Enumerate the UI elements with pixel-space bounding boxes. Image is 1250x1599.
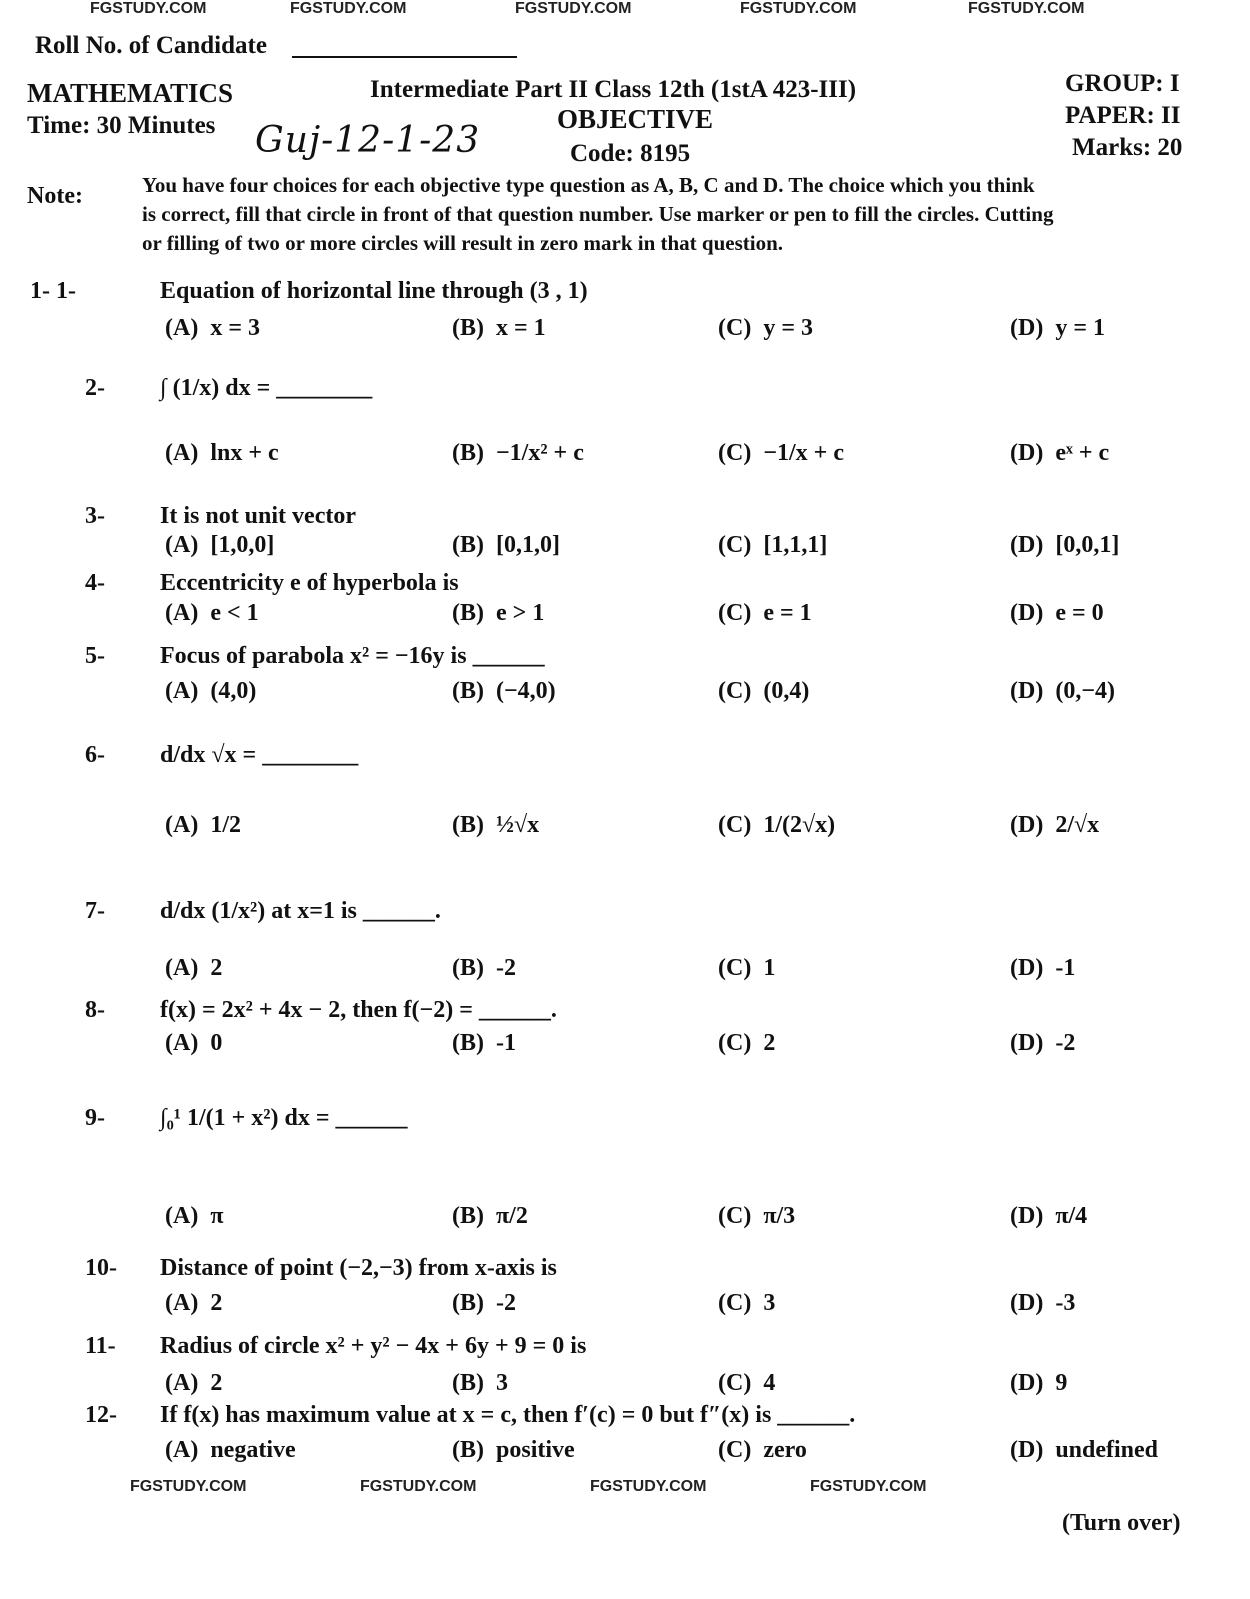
answer-option[interactable] — [452, 315, 546, 343]
option-value: 4 — [763, 1370, 776, 1396]
option-value: 2 — [210, 1290, 223, 1316]
answer-option[interactable] — [1010, 440, 1109, 468]
answer-option[interactable] — [718, 1290, 775, 1318]
question-text: ∫₀¹ 1/(1 + x²) dx = ______ — [160, 1105, 408, 1131]
watermark-text: FGSTUDY.COM — [740, 0, 857, 17]
answer-option[interactable] — [452, 1030, 516, 1058]
answer-option[interactable] — [1010, 600, 1104, 628]
option-value: x = 1 — [496, 315, 546, 341]
paper-label: PAPER: II — [1065, 102, 1181, 129]
subject-title: MATHEMATICS — [27, 78, 234, 108]
question-text: Equation of horizontal line through (3 , 1) — [160, 278, 588, 304]
watermark-text: FGSTUDY.COM — [130, 1478, 247, 1495]
option-value: π/4 — [1055, 1203, 1088, 1229]
watermark-text: FGSTUDY.COM — [515, 0, 632, 17]
option-value: 9 — [1055, 1370, 1068, 1396]
option-value: 1/(2√x) — [763, 812, 836, 838]
option-letter: (C) — [718, 600, 752, 626]
option-letter: (A) — [165, 1030, 199, 1056]
option-value: -2 — [1055, 1030, 1076, 1056]
question-text: If f(x) has maximum value at x = c, then f′(c) = 0 but f″(x) is ______. — [160, 1402, 856, 1428]
option-letter: (C) — [718, 812, 752, 838]
option-value: eˣ + c — [1055, 440, 1110, 466]
option-value: undefined — [1055, 1437, 1159, 1463]
question-number: 9- — [85, 1105, 105, 1131]
note-line-1: You have four choices for each objective type question as A, B, C and D. The choice which you think — [142, 173, 1035, 197]
answer-option[interactable] — [165, 1437, 296, 1465]
option-value: -2 — [496, 955, 516, 981]
answer-option[interactable] — [452, 1437, 575, 1465]
time-label: Time: 30 Minutes — [27, 112, 216, 139]
group-label: GROUP: I — [1065, 70, 1180, 97]
answer-option[interactable] — [165, 955, 222, 983]
option-letter: (C) — [718, 1437, 752, 1463]
answer-option[interactable] — [165, 532, 274, 560]
question-text: Eccentricity e of hyperbola is — [160, 570, 459, 596]
option-letter: (A) — [165, 955, 199, 981]
answer-option[interactable] — [452, 955, 516, 983]
option-letter: (C) — [718, 955, 752, 981]
option-value: 2/√x — [1055, 812, 1100, 838]
option-value: y = 1 — [1055, 315, 1106, 341]
option-letter: (C) — [718, 532, 752, 558]
option-letter: (A) — [165, 678, 199, 704]
option-value: y = 3 — [763, 315, 814, 341]
option-letter: (B) — [452, 440, 484, 466]
question-number: 11- — [85, 1333, 116, 1359]
answer-option[interactable] — [165, 812, 241, 840]
option-value: 3 — [763, 1290, 776, 1316]
option-letter: (A) — [165, 315, 199, 341]
option-letter: (B) — [452, 315, 484, 341]
watermark-text: FGSTUDY.COM — [90, 0, 207, 17]
answer-option[interactable] — [718, 315, 813, 343]
option-letter: (C) — [718, 315, 752, 341]
answer-option[interactable] — [1010, 955, 1075, 983]
option-value: positive — [496, 1437, 575, 1463]
answer-option[interactable] — [452, 1370, 508, 1398]
question-number: 10- — [85, 1255, 117, 1281]
question-number: 2- — [85, 375, 105, 401]
watermark-text: FGSTUDY.COM — [968, 0, 1085, 17]
option-letter: (B) — [452, 1030, 484, 1056]
answer-option[interactable] — [718, 1370, 775, 1398]
answer-option[interactable] — [718, 600, 812, 628]
option-letter: (D) — [1010, 600, 1044, 626]
option-value: zero — [763, 1437, 807, 1463]
answer-option[interactable] — [718, 1203, 795, 1231]
question-number: 8- — [85, 997, 105, 1023]
option-letter: (D) — [1010, 1030, 1044, 1056]
answer-option[interactable] — [1010, 678, 1115, 706]
option-letter: (B) — [452, 955, 484, 981]
option-letter: (D) — [1010, 1203, 1044, 1229]
answer-option[interactable] — [718, 1437, 807, 1465]
watermark-text: FGSTUDY.COM — [360, 1478, 477, 1495]
option-value: -2 — [496, 1290, 516, 1316]
option-value: 2 — [210, 1370, 223, 1396]
question-text: ∫ (1/x) dx = ________ — [160, 375, 373, 401]
option-letter: (D) — [1010, 315, 1044, 341]
option-letter: (C) — [718, 1203, 752, 1229]
answer-option[interactable] — [452, 440, 584, 468]
answer-option[interactable] — [452, 532, 560, 560]
question-number: 3- — [85, 503, 105, 529]
class-info: Intermediate Part II Class 12th (1stA 423-III) — [370, 76, 857, 103]
option-value: 1 — [763, 955, 776, 981]
answer-option[interactable] — [165, 1290, 222, 1318]
option-letter: (D) — [1010, 678, 1044, 704]
question-text: Radius of circle x² + y² − 4x + 6y + 9 = 0 is — [160, 1333, 587, 1359]
note-line-2: is correct, fill that circle in front of that question number. Use marker or pen to fill the circles. Cutting — [142, 202, 1054, 226]
answer-option[interactable] — [165, 1370, 222, 1398]
option-letter: (A) — [165, 440, 199, 466]
answer-option[interactable] — [1010, 1437, 1158, 1465]
option-value: [1,1,1] — [763, 532, 828, 558]
answer-option[interactable] — [165, 315, 260, 343]
option-value: ½√x — [496, 812, 540, 838]
option-letter: (C) — [718, 440, 752, 466]
option-letter: (C) — [718, 678, 752, 704]
option-letter: (D) — [1010, 532, 1044, 558]
answer-option[interactable] — [452, 600, 544, 628]
option-value: e = 1 — [763, 600, 812, 626]
option-value: -3 — [1055, 1290, 1076, 1316]
option-value: (4,0) — [210, 678, 257, 704]
option-letter: (D) — [1010, 440, 1044, 466]
answer-option[interactable] — [1010, 315, 1105, 343]
option-letter: (D) — [1010, 1370, 1044, 1396]
answer-option[interactable] — [452, 1290, 516, 1318]
option-value: [0,1,0] — [496, 532, 560, 558]
question-text: d/dx √x = ________ — [160, 742, 359, 768]
question-number: 1- 1- — [30, 278, 76, 304]
option-letter: (A) — [165, 532, 199, 558]
option-value: π/3 — [763, 1203, 796, 1229]
option-letter: (C) — [718, 1030, 752, 1056]
objective-label: OBJECTIVE — [557, 104, 714, 134]
code-label: Code: 8195 — [570, 140, 691, 167]
answer-option[interactable] — [452, 678, 556, 706]
option-value: [0,0,1] — [1055, 532, 1120, 558]
option-value: −1/x² + c — [496, 440, 584, 466]
turn-over-label: (Turn over) — [1062, 1510, 1181, 1536]
question-number: 5- — [85, 643, 105, 669]
option-letter: (B) — [452, 812, 484, 838]
answer-option[interactable] — [1010, 532, 1119, 560]
option-value: π/2 — [496, 1203, 528, 1229]
option-letter: (D) — [1010, 955, 1044, 981]
answer-option[interactable] — [718, 1030, 775, 1058]
option-value: 0 — [210, 1030, 223, 1056]
note-line-3: or filling of two or more circles will result in zero mark in that question. — [142, 231, 784, 255]
watermark-text: FGSTUDY.COM — [290, 0, 407, 17]
roll-number-label: Roll No. of Candidate — [35, 32, 267, 59]
option-value: (0,−4) — [1055, 678, 1115, 704]
option-value: (−4,0) — [496, 678, 556, 704]
question-number: 6- — [85, 742, 105, 768]
option-letter: (A) — [165, 812, 199, 838]
option-letter: (A) — [165, 1290, 199, 1316]
option-value: -1 — [1055, 955, 1076, 981]
note-label: Note: — [27, 183, 83, 209]
answer-option[interactable] — [718, 955, 775, 983]
option-letter: (B) — [452, 1203, 484, 1229]
option-letter: (B) — [452, 1370, 484, 1396]
option-value: (0,4) — [763, 678, 810, 704]
option-letter: (A) — [165, 1203, 199, 1229]
option-letter: (D) — [1010, 812, 1044, 838]
option-value: x = 3 — [210, 315, 261, 341]
option-letter: (C) — [718, 1370, 752, 1396]
answer-option[interactable] — [452, 812, 539, 840]
question-text: Focus of parabola x² = −16y is ______ — [160, 643, 545, 669]
answer-option[interactable] — [718, 532, 827, 560]
option-value: e < 1 — [210, 600, 259, 626]
answer-option[interactable] — [1010, 1203, 1087, 1231]
watermark-text: FGSTUDY.COM — [810, 1478, 927, 1495]
watermark-text: FGSTUDY.COM — [590, 1478, 707, 1495]
option-value: lnx + c — [210, 440, 279, 466]
option-value: π — [210, 1203, 224, 1229]
question-number: 7- — [85, 898, 105, 924]
option-letter: (B) — [452, 532, 484, 558]
option-letter: (A) — [165, 600, 199, 626]
answer-option[interactable] — [1010, 1370, 1067, 1398]
handwritten-date: Guj-12-1-23 — [255, 120, 481, 161]
option-value: negative — [210, 1437, 296, 1463]
option-letter: (D) — [1010, 1437, 1044, 1463]
question-text: It is not unit vector — [160, 503, 356, 529]
answer-option[interactable] — [165, 1203, 223, 1231]
option-value: e > 1 — [496, 600, 545, 626]
question-text: d/dx (1/x²) at x=1 is ______. — [160, 898, 441, 924]
answer-option[interactable] — [718, 440, 844, 468]
question-number: 12- — [85, 1402, 117, 1428]
answer-option[interactable] — [1010, 812, 1099, 840]
answer-option[interactable] — [165, 440, 279, 468]
question-text: f(x) = 2x² + 4x − 2, then f(−2) = ______. — [160, 997, 557, 1023]
option-letter: (B) — [452, 1437, 484, 1463]
option-letter: (B) — [452, 678, 484, 704]
answer-option[interactable] — [718, 678, 809, 706]
option-letter: (D) — [1010, 1290, 1044, 1316]
option-letter: (A) — [165, 1370, 199, 1396]
roll-number-field[interactable] — [292, 56, 517, 58]
answer-option[interactable] — [1010, 1030, 1075, 1058]
option-value: −1/x + c — [763, 440, 844, 466]
marks-label: Marks: 20 — [1072, 134, 1183, 161]
option-value: [1,0,0] — [210, 532, 275, 558]
answer-option[interactable] — [452, 1203, 528, 1231]
option-letter: (A) — [165, 1437, 199, 1463]
option-value: 2 — [210, 955, 223, 981]
option-letter: (B) — [452, 1290, 484, 1316]
question-text: Distance of point (−2,−3) from x-axis is — [160, 1255, 557, 1281]
answer-option[interactable] — [165, 600, 259, 628]
answer-option[interactable] — [718, 812, 835, 840]
option-value: 1/2 — [210, 812, 241, 838]
answer-option[interactable] — [165, 1030, 222, 1058]
option-value: 3 — [496, 1370, 508, 1396]
option-value: -1 — [496, 1030, 516, 1056]
option-value: 2 — [763, 1030, 776, 1056]
answer-option[interactable] — [165, 678, 256, 706]
option-value: e = 0 — [1055, 600, 1104, 626]
answer-option[interactable] — [1010, 1290, 1075, 1318]
option-letter: (B) — [452, 600, 484, 626]
option-letter: (C) — [718, 1290, 752, 1316]
question-number: 4- — [85, 570, 105, 596]
